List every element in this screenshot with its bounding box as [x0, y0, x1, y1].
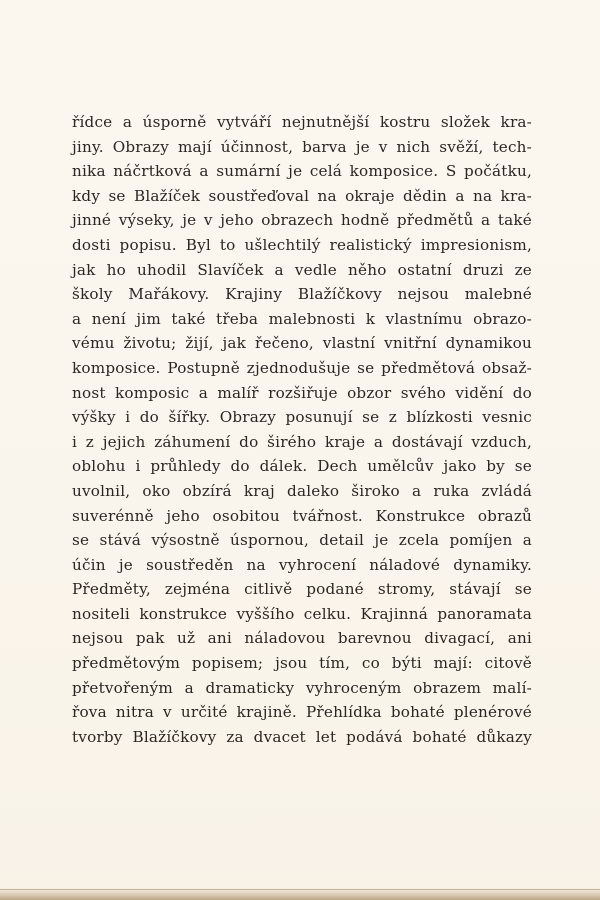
page-bottom-edge [0, 888, 600, 900]
text-line-18: se stává výsostně úspornou, detail je zcela pomíjen a [72, 531, 532, 550]
text-line-3: nika náčrtková a sumární je celá komposice. S počátku, [72, 162, 532, 181]
text-line-23: předmětovým popisem; jsou tím, co býti mají: citově [72, 654, 532, 673]
text-line-21: nositeli konstrukce vyššího celku. Krajinná panoramata [72, 604, 532, 623]
text-line-13: výšky i do šířky. Obrazy posunují se z blízkosti vesnic [72, 408, 532, 427]
text-line-14: i z jejich záhumení do širého kraje a dostávají vzduch, [72, 432, 532, 451]
text-line-17: suverénně jeho osobitou tvářnost. Konstrukce obrazů [72, 506, 532, 525]
text-line-7: jak ho uhodil Slavíček a vedle něho ostatní druzi ze [72, 260, 532, 279]
text-line-2: jiny. Obrazy mají účinnost, barva je v nich svěží, tech- [72, 137, 532, 156]
text-line-19: účin je soustředěn na vyhrocení náladové dynamiky. [72, 555, 532, 574]
text-line-20: Předměty, zejména citlivě podané stromy, stávají se [72, 580, 532, 599]
text-line-5: jinné výseky, je v jeho obrazech hodně předmětů a také [72, 211, 532, 230]
text-line-1: řídce a úsporně vytváří nejnutnější kostru složek kra- [72, 113, 532, 131]
text-line-26: tvorby Blažíčkovy za dvacet let podává bohaté důkazy [72, 727, 532, 746]
text-line-4: kdy se Blažíček soustřeďoval na okraje dědin a na kra- [72, 186, 532, 205]
text-line-24: přetvořeným a dramaticky vyhroceným obrazem malí- [72, 678, 532, 697]
text-line-12: nost komposic a malíř rozšiřuje obzor svého vidění do [72, 383, 532, 402]
text-line-25: řova nitra v určité krajině. Přehlídka bohaté plenérové [72, 703, 532, 722]
text-line-11: komposice. Postupně zjednodušuje se předmětová obsaž- [72, 358, 532, 377]
text-line-6: dosti popisu. Byl to ušlechtilý realistický impresionism, [72, 235, 532, 254]
text-line-16: uvolnil, oko obzírá kraj daleko široko a ruka zvládá [72, 481, 532, 500]
text-line-8: školy Mařákovy. Krajiny Blažíčkovy nejsou malebné [72, 285, 532, 304]
text-line-15: oblohu i průhledy do dálek. Dech umělcův jako by se [72, 457, 532, 476]
text-line-10: vému životu; žijí, jak řečeno, vlastní vnitřní dynamikou [72, 334, 532, 353]
text-line-9: a není jim také třeba malebnosti k vlastnímu obrazo- [72, 309, 532, 328]
body-text [72, 110, 532, 749]
text-line-22: nejsou pak už ani náladovou barevnou divagací, ani [72, 629, 532, 648]
